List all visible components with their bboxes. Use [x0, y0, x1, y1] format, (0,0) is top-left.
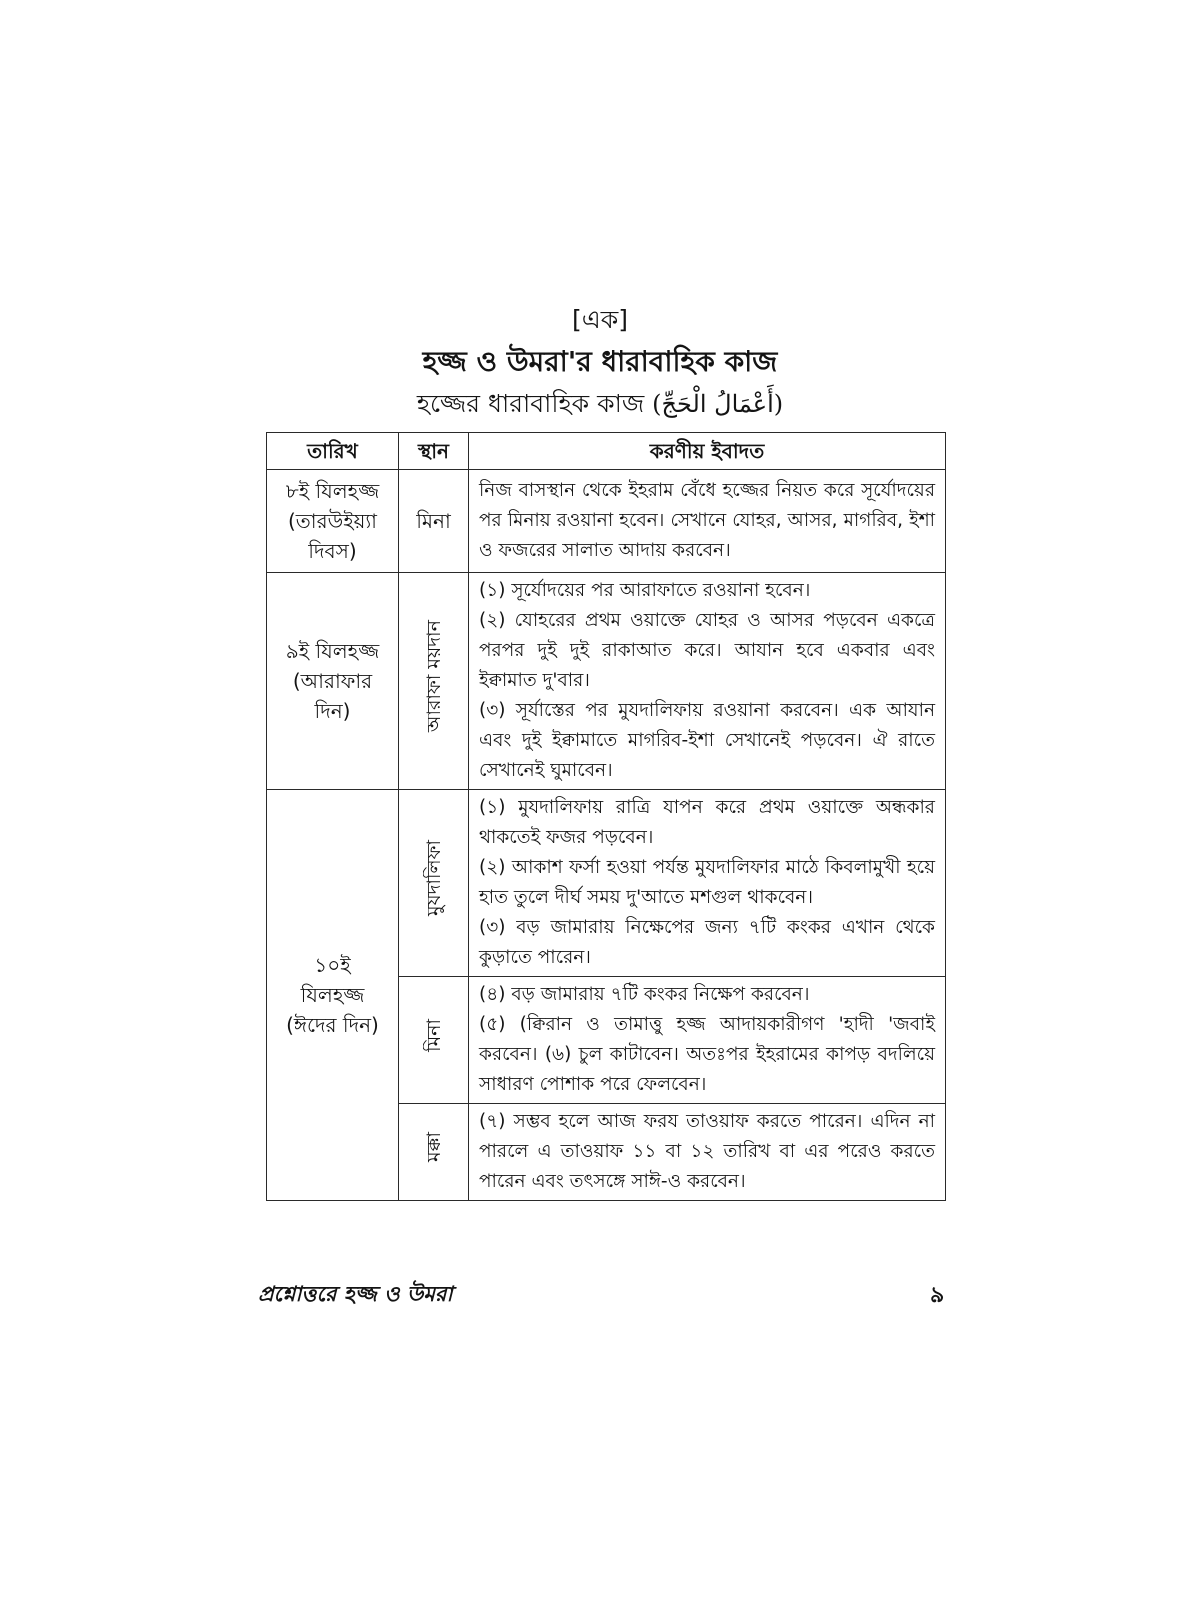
place-cell-muzdalifa	[399, 790, 469, 977]
place-cell-makkah	[399, 1104, 469, 1201]
sub-title-arabic: (أَعْمَالُ الْحَجِّ)	[652, 390, 784, 418]
act-item: (৪) বড় জামারায় ৭টি কংকর নিক্ষেপ করবেন।	[479, 984, 810, 1005]
acts-cell-day9	[469, 573, 946, 790]
acts-cell-mina	[469, 977, 946, 1104]
date-cell-day8	[267, 470, 399, 573]
header-place: স্থান	[399, 433, 469, 470]
place-label-muzdalifa: মুযদালিফা	[422, 840, 445, 916]
act-item: (৩) সূর্যাস্তের পর মুযদালিফায় রওয়ানা করবেন। এক আযান এবং দুই ইক্বামাতে মাগরিব-ইশা সেখানেই পড়বেন। ঐ রাতে সেখানেই ঘুমাবেন।	[479, 700, 935, 781]
place-cell-mina: মিনা	[399, 470, 469, 573]
date-line: (তারউইয়্যা	[288, 509, 377, 533]
date-line: দিন)	[314, 699, 351, 723]
chapter-label: [এক]	[571, 305, 628, 334]
acts-cell-day8	[469, 470, 946, 573]
hajj-schedule-table	[266, 432, 946, 1201]
place-label-arafa: আরাফা ময়দান	[422, 619, 445, 733]
acts-cell-makkah	[469, 1104, 946, 1201]
table-row-day10-muzdalifa	[267, 790, 946, 977]
date-line: ৮ই যিলহজ্জ	[285, 479, 380, 503]
sub-title	[0, 384, 1200, 427]
date-cell-day10	[267, 790, 399, 1201]
sub-title-text: হজ্জের ধারাবাহিক কাজ	[416, 389, 645, 418]
date-line: যিলহজ্জ	[300, 983, 365, 1007]
table-header-row	[267, 433, 946, 470]
place-cell-mina-day10	[399, 977, 469, 1104]
act-item: (২) যোহরের প্রথম ওয়াক্তে যোহর ও আসর পড়বেন একত্রে পরপর দুই দুই রাকাআত করে। আযান হবে একবার এবং ইক্বামাত দু'বার।	[479, 610, 935, 691]
table-row-day8	[267, 470, 946, 573]
act-text: নিজ বাসস্থান থেকে ইহরাম বেঁধে হজ্জের নিয়ত করে সূর্যোদয়ের পর মিনায় রওয়ানা হবেন। সেখানে যোহর, আসর, মাগরিব, ইশা ও ফজরের সালাত আদায় করবেন।	[479, 480, 935, 561]
acts-cell-muzdalifa	[469, 790, 946, 977]
date-line: (আরাফার	[292, 669, 373, 693]
act-item: (৫) (ক্বিরান ও তামাত্তু হজ্জ আদায়কারীগণ 'হাদী 'জবাই করবেন। (৬) চুল কাটাবেন। অতঃপর ইহরামের কাপড় বদলিয়ে সাধারণ পোশাক পরে ফেলবেন।	[479, 1014, 935, 1095]
table-row-day9	[267, 573, 946, 790]
footer-book-title: প্রশ্নোত্তরে হজ্জ ও উমরা	[258, 1282, 453, 1306]
act-item: (২) আকাশ ফর্সা হওয়া পর্যন্ত মুযদালিফার মাঠে কিবলামুখী হয়ে হাত তুলে দীর্ঘ সময় দু'আতে মশগুল থাকবেন।	[479, 857, 935, 908]
date-line: (ঈদের দিন)	[286, 1013, 379, 1037]
date-line: ৯ই যিলহজ্জ	[285, 639, 380, 663]
act-item: (১) সূর্যোদয়ের পর আরাফাতে রওয়ানা হবেন।	[479, 580, 811, 601]
place-label-makkah: মক্কা	[422, 1131, 445, 1163]
page-number: ৯	[930, 1283, 945, 1308]
date-line: ১০ই	[314, 953, 351, 977]
main-title: হজ্জ ও উমরা'র ধারাবাহিক কাজ	[422, 345, 778, 378]
act-item: (৭) সম্ভব হলে আজ ফরয তাওয়াফ করতে পারেন। এদিন না পারলে এ তাওয়াফ ১১ বা ১২ তারিখ বা এর পরেও করতে পারেন এবং তৎসঙ্গে সাঈ-ও করবেন।	[479, 1111, 935, 1192]
act-item: (১) মুযদালিফায় রাত্রি যাপন করে প্রথম ওয়াক্তে অন্ধকার থাকতেই ফজর পড়বেন।	[479, 797, 935, 848]
act-item: (৩) বড় জামারায় নিক্ষেপের জন্য ৭টি কংকর এখান থেকে কুড়াতে পারেন।	[479, 917, 935, 968]
place-cell-arafa	[399, 573, 469, 790]
place-label-mina: মিনা	[422, 1018, 445, 1052]
date-line: দিবস)	[308, 539, 357, 563]
header-worship: করণীয় ইবাদত	[469, 433, 946, 470]
date-cell-day9	[267, 573, 399, 790]
header-date: তারিখ	[267, 433, 399, 470]
